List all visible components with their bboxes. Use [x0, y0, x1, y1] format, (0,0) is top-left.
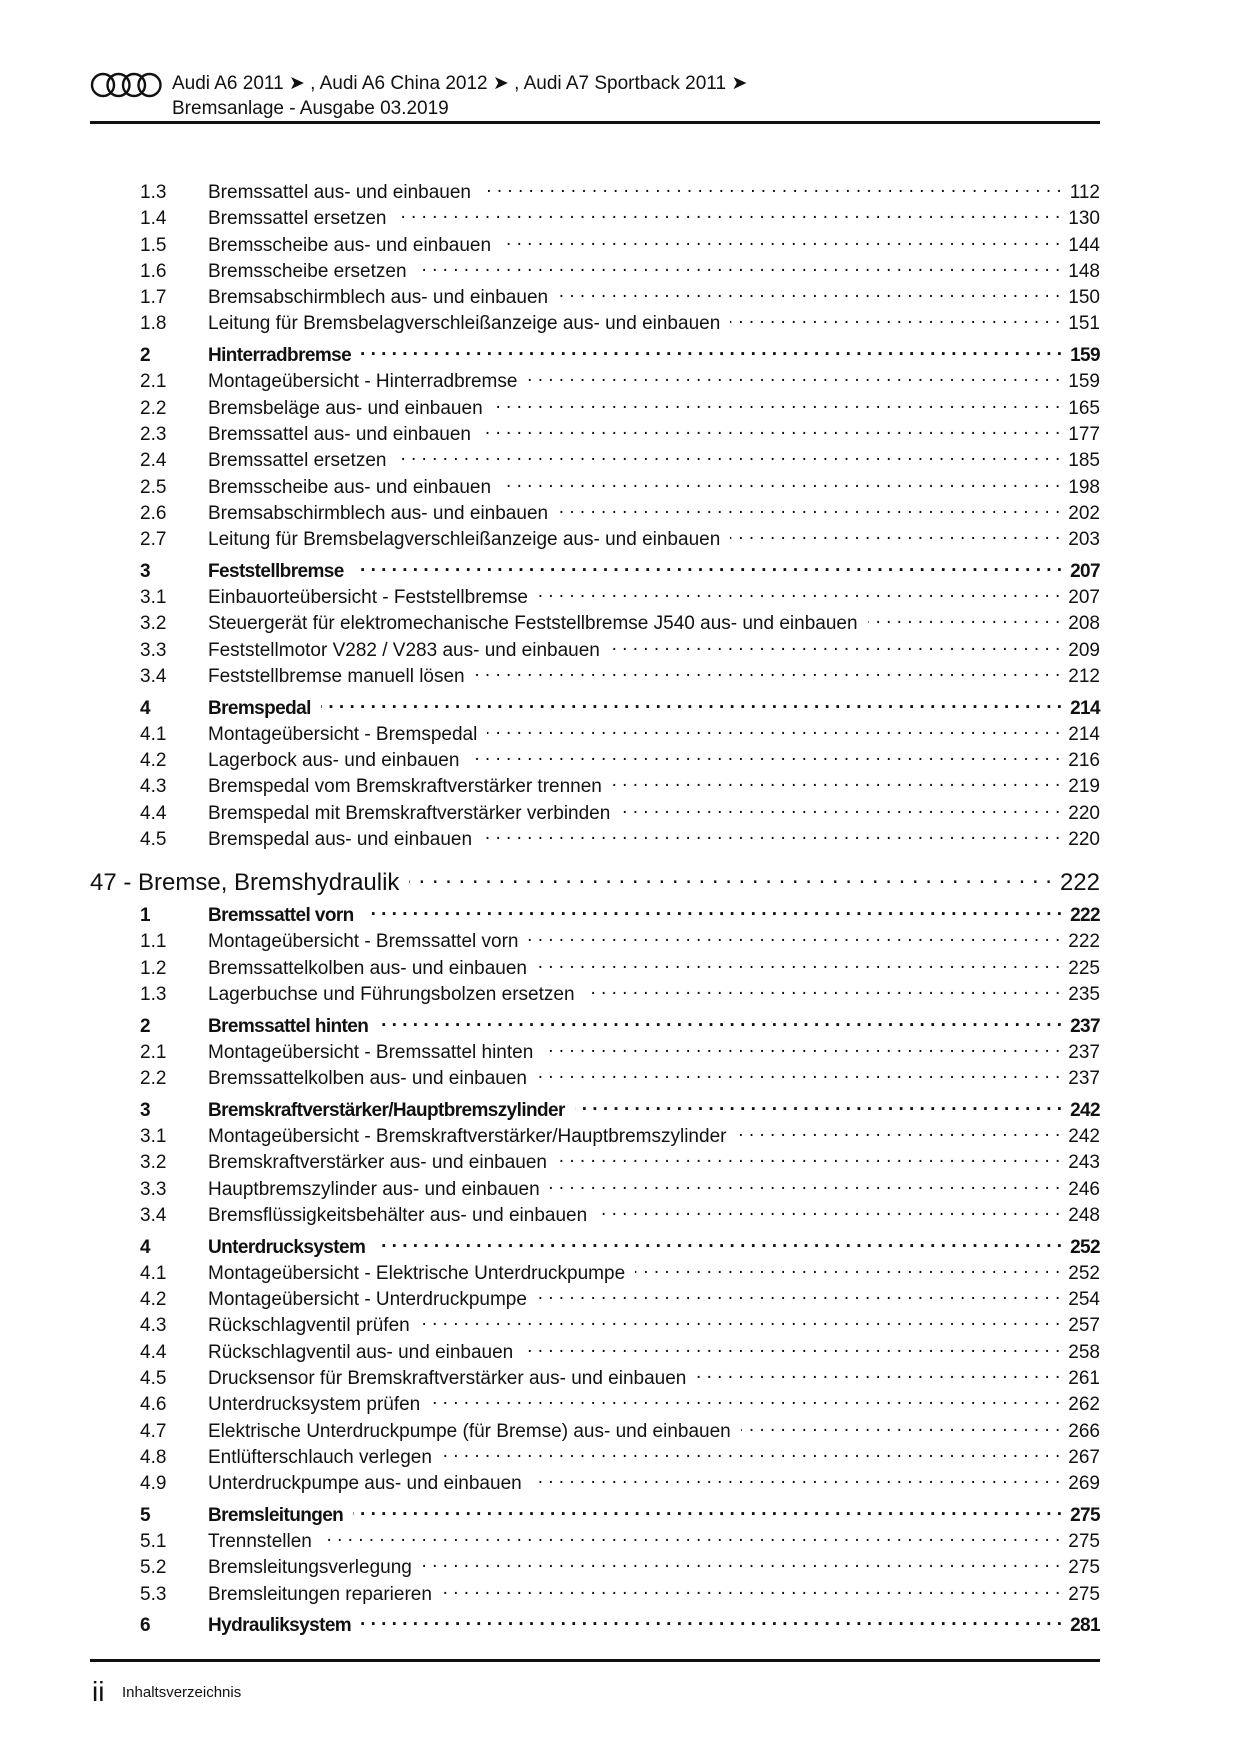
entry-title: Lagerbuchse und Führungsbolzen ersetzen [208, 984, 575, 1005]
entry-title: Bremssattelkolben aus- und einbauen [208, 957, 527, 979]
toc-section[interactable] [90, 899, 1100, 925]
entry-title: Bremssattel aus- und einbauen [208, 182, 471, 203]
toc-entry[interactable] [90, 1309, 1100, 1335]
dot-leader [396, 202, 1060, 224]
entry-page: 165 [1068, 397, 1100, 419]
toc-entry[interactable] [90, 1283, 1100, 1309]
entry-title: Unterdrucksystem prüfen [208, 1394, 421, 1416]
entry-page: 248 [1068, 1204, 1100, 1226]
entry-page: 261 [1068, 1368, 1100, 1390]
toc-section[interactable] [90, 555, 1100, 581]
toc-entry[interactable] [90, 1578, 1100, 1604]
toc-entry[interactable] [90, 607, 1100, 633]
entry-title: Montageübersicht - Hinterradbremse [208, 371, 518, 393]
entry-number: 4.1 [140, 1262, 167, 1284]
entry-number: 1.2 [140, 957, 167, 979]
dot-leader [321, 692, 1062, 714]
entry-page: 281 [1070, 1615, 1100, 1637]
dot-leader [501, 471, 1060, 493]
entry-title: Bremspedal [208, 697, 311, 719]
header-rule [90, 121, 1100, 124]
entry-number: 2.3 [140, 423, 167, 445]
entry-title: Bremsbeläge aus- und einbauen [208, 397, 483, 419]
dot-leader [364, 899, 1062, 921]
entry-title: Trennstellen [208, 1531, 312, 1553]
entry-page: 207 [1068, 587, 1100, 609]
entry-number: 1.7 [140, 287, 167, 309]
entry-page: 225 [1068, 957, 1100, 979]
toc-section[interactable] [90, 1094, 1100, 1120]
entry-title: Bremsscheibe aus- und einbauen [208, 476, 492, 498]
entry-number: 2 [140, 345, 150, 367]
dot-leader [620, 797, 1060, 819]
entry-title: Bremssattelkolben aus- und einbauen [208, 1068, 527, 1090]
entry-number: 4.2 [140, 1289, 167, 1311]
entry-number: 5.3 [140, 1583, 167, 1605]
toc-chapter[interactable] [90, 862, 1100, 894]
entry-title: Bremssattel ersetzen [208, 208, 387, 230]
entry-page: 246 [1068, 1178, 1100, 1200]
entry-number: 4.5 [140, 829, 167, 851]
toc-entry[interactable] [90, 797, 1100, 823]
entry-page: 275 [1070, 1504, 1100, 1526]
entry-page: 220 [1068, 802, 1100, 824]
entry-page: 148 [1068, 260, 1100, 282]
toc-entry[interactable] [90, 770, 1100, 796]
dot-leader [361, 339, 1062, 361]
toc-entry[interactable] [90, 1062, 1100, 1088]
entry-title: Hinterradbremse [208, 345, 352, 367]
toc-entry[interactable] [90, 1146, 1100, 1172]
dot-leader [741, 1415, 1061, 1437]
entry-number: 3.3 [140, 639, 167, 661]
entry-title: Bremsabschirmblech aus- und einbauen [208, 287, 549, 309]
entry-title: Bremssattel hinten [208, 1015, 369, 1037]
entry-title: Bremssattel vorn [208, 905, 354, 927]
dot-leader [501, 229, 1060, 251]
entry-number: 2.1 [140, 371, 167, 393]
toc-entry[interactable] [90, 523, 1100, 549]
dot-leader [696, 1362, 1060, 1384]
toc-section[interactable] [90, 1010, 1100, 1036]
entry-page: 144 [1068, 234, 1100, 256]
dot-leader [635, 1257, 1060, 1279]
entry-title: Elektrische Unterdruckpumpe (für Bremse) aus- und einbauen [208, 1420, 731, 1442]
entry-title: Montageübersicht - Bremspedal [208, 723, 478, 745]
dot-leader [442, 1578, 1060, 1600]
dot-leader [550, 1173, 1061, 1195]
dot-leader [322, 1525, 1060, 1547]
entry-number: 4.7 [140, 1420, 167, 1442]
entry-number: 2.6 [140, 502, 167, 524]
dot-leader [469, 744, 1060, 766]
entry-number: 1 [140, 905, 150, 927]
dot-leader [532, 1467, 1061, 1489]
toc-entry[interactable] [90, 229, 1100, 255]
entry-title: Bremspedal mit Bremskraftverstärker verbinden [208, 802, 611, 824]
entry-page: 275 [1068, 1583, 1100, 1605]
entry-page: 130 [1068, 208, 1100, 230]
dot-leader [537, 1062, 1060, 1084]
entry-title: Rückschlagventil aus- und einbauen [208, 1341, 514, 1363]
header-models: Audi A6 2011 ➤ , Audi A6 China 2012 ➤ , Audi A7 Sportback 2011 ➤ [172, 73, 748, 94]
entry-page: 254 [1068, 1289, 1100, 1311]
entry-page: 151 [1068, 313, 1100, 335]
toc-entry[interactable] [90, 1388, 1100, 1414]
entry-number: 3 [140, 560, 150, 582]
entry-title: Bremsabschirmblech aus- und einbauen [208, 502, 549, 524]
entry-number: 3.4 [140, 665, 167, 687]
toc-entry[interactable] [90, 1120, 1100, 1146]
dot-leader [481, 418, 1060, 440]
toc-entry[interactable] [90, 1415, 1100, 1441]
dot-leader [442, 1441, 1060, 1463]
entry-number: 1.6 [140, 260, 167, 282]
entry-number: 1.3 [140, 182, 167, 203]
entry-title: Einbauorteübersicht - Feststellbremse [208, 587, 528, 609]
entry-number: 1.5 [140, 234, 167, 256]
dot-leader [558, 497, 1060, 519]
entry-number: 5 [140, 1504, 150, 1526]
entry-page: 222 [1059, 868, 1100, 896]
entry-page: 159 [1070, 345, 1100, 367]
entry-title: Unterdrucksystem [208, 1236, 366, 1258]
entry-page: 203 [1068, 529, 1100, 551]
toc-entry[interactable] [90, 281, 1100, 307]
entry-page: 252 [1070, 1236, 1100, 1258]
entry-title: Montageübersicht - Unterdruckpumpe [208, 1289, 527, 1311]
entry-number: 2.1 [140, 1041, 167, 1063]
toc-entry[interactable] [90, 497, 1100, 523]
header-subtitle: Bremsanlage - Ausgabe 03.2019 [172, 98, 449, 119]
entry-page: 269 [1068, 1473, 1100, 1495]
dot-leader [558, 281, 1060, 303]
entry-title: Feststellmotor V282 / V283 aus- und einbauen [208, 639, 600, 661]
entry-page: 242 [1068, 1126, 1100, 1148]
entry-number: 2.2 [140, 1068, 167, 1090]
entry-title: Lagerbock aus- und einbauen [208, 750, 460, 772]
entry-number: 3.1 [140, 1126, 167, 1148]
dot-leader [378, 1010, 1062, 1032]
entry-number: 2.7 [140, 529, 167, 551]
entry-number: 4.4 [140, 1341, 167, 1363]
dot-leader [481, 176, 1062, 198]
entry-title: Rückschlagventil prüfen [208, 1315, 410, 1337]
entry-page: 222 [1068, 931, 1100, 953]
dot-leader [420, 1309, 1061, 1331]
entry-page: 243 [1068, 1152, 1100, 1174]
entry-number: 2.4 [140, 450, 167, 472]
entry-title: Bremsscheibe ersetzen [208, 260, 407, 282]
entry-title: Montageübersicht - Bremskraftverstärker/Hauptbremszylinder [208, 1126, 727, 1148]
toc-entry[interactable] [90, 307, 1100, 333]
entry-number: 2.5 [140, 476, 167, 498]
entry-title: Leitung für Bremsbelagverschleißanzeige aus- und einbauen [208, 529, 721, 551]
entry-page: 257 [1068, 1315, 1100, 1337]
dot-leader [557, 1146, 1060, 1168]
dot-leader [730, 523, 1060, 545]
entry-title: Steuergerät für elektromechanische Feststellbremse J540 aus- und einbauen [208, 613, 858, 635]
toc-entry[interactable] [90, 1173, 1100, 1199]
entry-number: 5.1 [140, 1531, 167, 1553]
toc-entry[interactable] [90, 634, 1100, 660]
entry-number: 4.4 [140, 802, 167, 824]
entry-page: 252 [1068, 1262, 1100, 1284]
toc-entry[interactable] [90, 1362, 1100, 1388]
toc-entry[interactable] [90, 392, 1100, 418]
entry-title: Hydrauliksystem [208, 1615, 352, 1637]
entry-number: 1.8 [140, 313, 167, 335]
footer-rule [90, 1659, 1100, 1662]
entry-number: 4.5 [140, 1368, 167, 1390]
dot-leader [475, 660, 1061, 682]
entry-title: Bremspedal aus- und einbauen [208, 829, 473, 851]
toc-entry[interactable] [90, 660, 1100, 686]
footer-page-number: ii [92, 1676, 105, 1707]
entry-title: Bremsleitungen [208, 1504, 344, 1526]
entry-page: 219 [1068, 776, 1100, 798]
dot-leader [422, 1551, 1060, 1573]
entry-title: Bremskraftverstärker aus- und einbauen [208, 1152, 547, 1174]
entry-page: 275 [1068, 1531, 1100, 1553]
entry-page: 159 [1068, 371, 1100, 393]
entry-page: 214 [1068, 723, 1100, 745]
dot-leader [538, 581, 1060, 603]
entry-page: 202 [1068, 502, 1100, 524]
entry-page: 214 [1070, 697, 1100, 719]
entry-title: Hauptbremszylinder aus- und einbauen [208, 1178, 540, 1200]
entry-number: 4.9 [140, 1473, 167, 1495]
toc-entry[interactable] [90, 925, 1100, 951]
toc-section[interactable] [90, 1499, 1100, 1525]
entry-page: 212 [1068, 665, 1100, 687]
dot-leader [430, 1388, 1060, 1410]
entry-number: 1.4 [140, 208, 167, 230]
dot-leader [493, 392, 1061, 414]
entry-page: 222 [1070, 905, 1100, 927]
dot-leader [409, 862, 1052, 890]
entry-page: 235 [1068, 984, 1100, 1005]
entry-number: 4.3 [140, 776, 167, 798]
toc-entry[interactable] [90, 418, 1100, 444]
entry-page: 208 [1068, 613, 1100, 635]
dot-leader [528, 925, 1060, 947]
toc-entry[interactable] [90, 744, 1100, 770]
entry-number: 1.3 [140, 984, 167, 1005]
toc-entry[interactable] [90, 978, 1100, 1004]
toc-section[interactable] [90, 692, 1100, 718]
entry-title: Bremssattel aus- und einbauen [208, 423, 471, 445]
toc-entry[interactable] [90, 1525, 1100, 1551]
toc-section[interactable] [90, 1231, 1100, 1257]
toc-entry[interactable] [90, 718, 1100, 744]
entry-number: 2 [140, 1015, 150, 1037]
dot-leader [736, 1120, 1060, 1142]
entry-page: 237 [1068, 1068, 1100, 1090]
entry-title: Entlüfterschlauch verlegen [208, 1446, 432, 1468]
entry-page: 275 [1068, 1557, 1100, 1579]
entry-title: Unterdruckpumpe aus- und einbauen [208, 1473, 522, 1495]
toc-entry[interactable] [90, 823, 1100, 849]
toc-entry[interactable] [90, 202, 1100, 228]
table-of-contents [90, 176, 1100, 1636]
dot-leader [543, 1036, 1060, 1058]
entry-number: 4.8 [140, 1446, 167, 1468]
toc-entry[interactable] [90, 952, 1100, 978]
entry-number: 3.2 [140, 1152, 167, 1174]
dot-leader [537, 952, 1060, 974]
entry-title: 47 - Bremse, Bremshydraulik [90, 868, 400, 896]
dot-leader [482, 823, 1060, 845]
entry-page: 267 [1068, 1446, 1100, 1468]
entry-title: Bremsscheibe aus- und einbauen [208, 234, 492, 256]
entry-number: 4.3 [140, 1315, 167, 1337]
toc-entry[interactable] [90, 1257, 1100, 1283]
entry-page: 262 [1068, 1394, 1100, 1416]
entry-number: 3 [140, 1099, 150, 1121]
entry-number: 4 [140, 697, 150, 719]
dot-leader [527, 365, 1060, 387]
dot-leader [597, 1199, 1060, 1221]
entry-page: 237 [1070, 1015, 1100, 1037]
dot-leader [487, 718, 1060, 740]
entry-title: Bremsleitungsverlegung [208, 1557, 412, 1579]
toc-entry[interactable] [90, 1036, 1100, 1062]
entry-number: 4.6 [140, 1394, 167, 1416]
entry-title: Drucksensor für Bremskraftverstärker aus- und einbauen [208, 1368, 687, 1390]
entry-page: 220 [1068, 829, 1100, 851]
toc-entry[interactable] [90, 1199, 1100, 1225]
entry-number: 2.2 [140, 397, 167, 419]
dot-leader [523, 1336, 1060, 1358]
toc-entry[interactable] [90, 1336, 1100, 1362]
entry-number: 6 [140, 1615, 150, 1637]
dot-leader [585, 978, 1061, 1000]
toc-section[interactable] [90, 1609, 1100, 1635]
entry-page: 185 [1068, 450, 1100, 472]
toc-entry[interactable] [90, 471, 1100, 497]
dot-leader [730, 307, 1060, 329]
entry-number: 4.2 [140, 750, 167, 772]
entry-title: Bremsleitungen reparieren [208, 1583, 432, 1605]
entry-title: Bremssattel ersetzen [208, 450, 387, 472]
entry-number: 5.2 [140, 1557, 167, 1579]
toc-entry[interactable] [90, 365, 1100, 391]
entry-page: 150 [1068, 287, 1100, 309]
dot-leader [610, 634, 1060, 656]
audi-logo [90, 72, 162, 103]
entry-page: 266 [1068, 1420, 1100, 1442]
entry-page: 198 [1068, 476, 1100, 498]
entry-page: 177 [1068, 423, 1100, 445]
dot-leader [361, 1609, 1062, 1631]
footer-label: Inhaltsverzeichnis [122, 1684, 242, 1701]
dot-leader [537, 1283, 1060, 1305]
entry-number: 3.3 [140, 1178, 167, 1200]
toc-entry[interactable] [90, 581, 1100, 607]
dot-leader [612, 770, 1060, 792]
entry-number: 1.1 [140, 931, 167, 953]
toc-entry[interactable] [90, 1441, 1100, 1467]
entry-number: 3.1 [140, 587, 167, 609]
dot-leader [417, 255, 1061, 277]
entry-page: 207 [1070, 560, 1100, 582]
entry-page: 216 [1068, 750, 1100, 772]
entry-title: Bremskraftverstärker/Hauptbremszylinder [208, 1099, 565, 1121]
entry-number: 4.1 [140, 723, 167, 745]
entry-title: Feststellbremse [208, 560, 344, 582]
toc-entry[interactable] [90, 444, 1100, 470]
entry-page: 112 [1069, 182, 1100, 203]
dot-leader [375, 1231, 1062, 1253]
dot-leader [396, 444, 1060, 466]
entry-title: Leitung für Bremsbelagverschleißanzeige aus- und einbauen [208, 313, 721, 335]
entry-title: Feststellbremse manuell lösen [208, 665, 465, 687]
entry-title: Bremsflüssigkeitsbehälter aus- und einbauen [208, 1204, 588, 1226]
entry-number: 4 [140, 1236, 150, 1258]
dot-leader [354, 555, 1062, 577]
toc-entry[interactable] [90, 1551, 1100, 1577]
toc-section[interactable] [90, 339, 1100, 365]
entry-title: Montageübersicht - Bremssattel vorn [208, 931, 519, 953]
entry-title: Bremspedal vom Bremskraftverstärker trennen [208, 776, 602, 798]
entry-page: 209 [1068, 639, 1100, 661]
dot-leader [575, 1094, 1062, 1116]
dot-leader [868, 607, 1061, 629]
entry-page: 242 [1070, 1099, 1100, 1121]
entry-page: 237 [1068, 1041, 1100, 1063]
entry-number: 3.4 [140, 1204, 167, 1226]
entry-number: 3.2 [140, 613, 167, 635]
toc-entry[interactable] [90, 176, 1100, 202]
toc-entry[interactable] [90, 1467, 1100, 1493]
dot-leader [353, 1499, 1062, 1521]
entry-title: Montageübersicht - Elektrische Unterdruckpumpe [208, 1262, 626, 1284]
toc-entry[interactable] [90, 255, 1100, 281]
entry-title: Montageübersicht - Bremssattel hinten [208, 1041, 534, 1063]
entry-page: 258 [1068, 1341, 1100, 1363]
